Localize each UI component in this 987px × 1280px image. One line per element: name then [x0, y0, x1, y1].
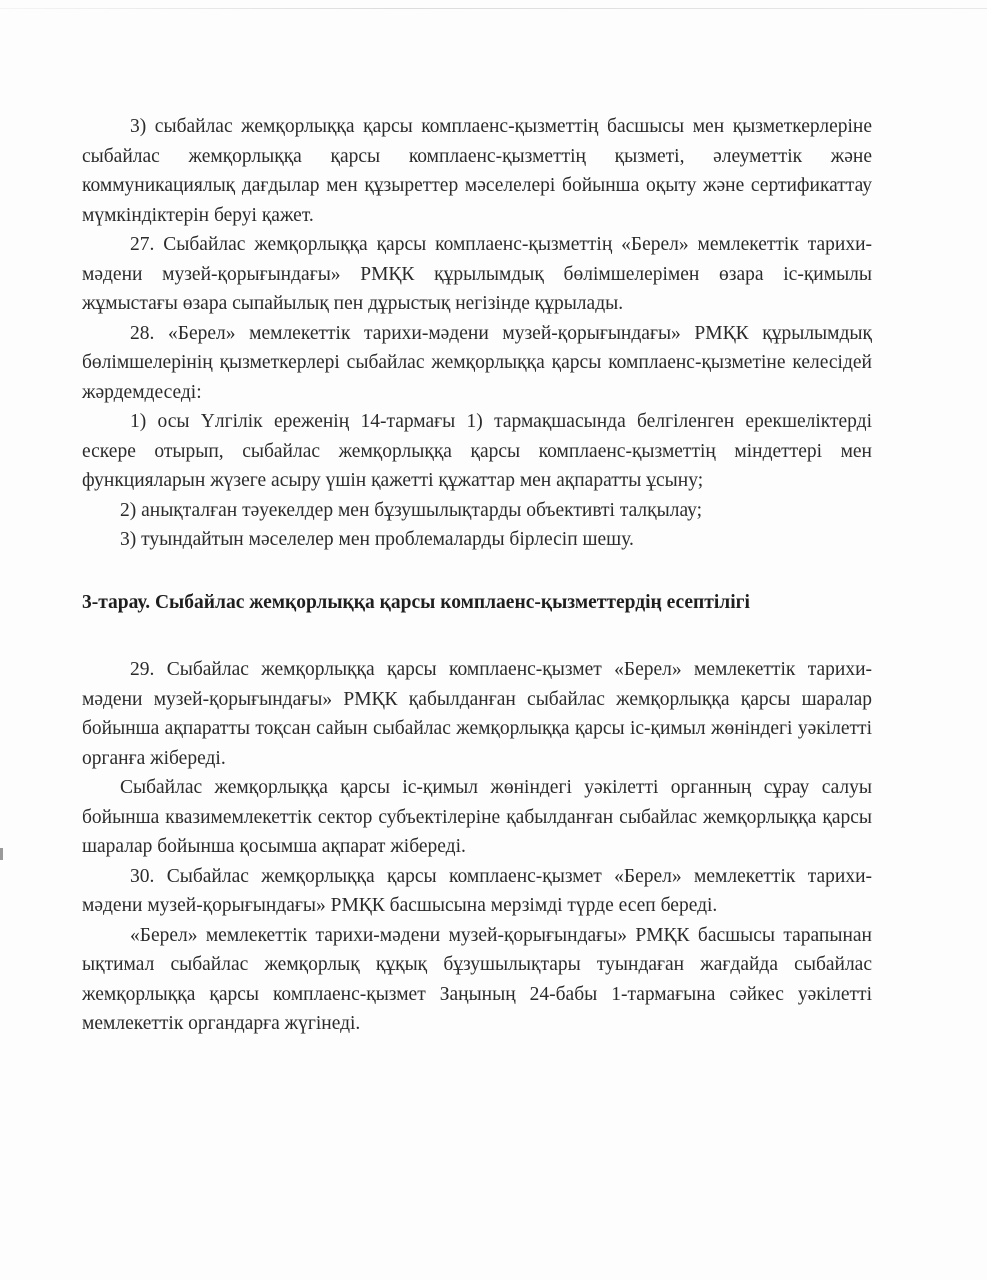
paragraph-29: 29. Сыбайлас жемқорлыққа қарсы комплаенс-қызмет «Берел» мемлекеттік тарихи-мәдени музей-қорығындағы» РМҚК қабылданған сыбайлас жемқорлыққа қарсы шаралар бойынша ақпаратты тоқсан сайын сыбайлас жемқорлыққа қарсы іс-қимыл жөніндегі уәкілетті органға жібереді. — [82, 659, 872, 769]
paragraph-item-3: 3) сыбайлас жемқорлыққа қарсы комплаенс-қызметтің басшысы мен қызметкерлеріне сыбайлас жемқорлыққа қарсы комплаенс-қызметтің қызметі, әлеуметтік және коммуникациялық дағдылар мен құзыреттер мәселелері бойынша оқыту және сертификаттау мүмкіндіктерін беруі қажет. — [82, 116, 872, 226]
scan-margin-mark — [0, 848, 3, 860]
paragraph-28-item-3: 3) туындайтын мәселелер мен проблемаларды бірлесіп шешу. — [120, 529, 634, 550]
paragraph-30-continuation: «Берел» мемлекеттік тарихи-мәдени музей-қорығындағы» РМҚК басшысы тарапынан ықтимал сыбайлас жемқорлық құқық бұзушылықтары туындаған жағдайда сыбайлас жемқорлыққа қарсы комплаенс-қызмет Заңының 24-бабы 1-тармағына сәйкес уәкілетті мемлекеттік органдарға жүгінеді. — [82, 924, 872, 1034]
paragraph-27: 27. Сыбайлас жемқорлыққа қарсы комплаенс-қызметтің «Берел» мемлекеттік тарихи-мәдени музей-қорығындағы» РМҚК құрылымдық бөлімшелерімен өзара іс-қимылы жұмыстағы өзара сыпайылық пен дұрыстық негізінде құрылады. — [82, 234, 872, 314]
paragraph-29-continuation: Сыбайлас жемқорлыққа қарсы іс-қимыл жөніндегі уәкілетті органның сұрау салуы бойынша квазимемлекеттік сектор субъектілеріне қабылданған сыбайлас жемқорлыққа қарсы шаралар бойынша қосымша ақпарат жібереді. — [82, 777, 872, 857]
paragraph-30: 30. Сыбайлас жемқорлыққа қарсы комплаенс-қызмет «Берел» мемлекеттік тарихи-мәдени музей-қорығындағы» РМҚК басшысына мерзімді түрде есеп береді. — [82, 865, 872, 916]
paragraph-28-item-2: 2) анықталған тәуекелдер мен бұзушылықтарды объективті талқылау; — [120, 499, 703, 521]
scan-edge-line — [0, 8, 987, 9]
document-body — [82, 112, 872, 1039]
chapter-heading: 3-тарау. Сыбайлас жемқорлыққа қарсы комплаенс-қызметтердің есептілігі — [82, 591, 750, 613]
paragraph-28-item-1: 1) осы Үлгілік ереженің 14-тармағы 1) тармақшасында белгіленген ерекшеліктерді ескере отырып, сыбайлас жемқорлыққа қарсы комплаенс-қызметтің міндеттері мен функцияларын жүзеге асыру үшін қажетті құжаттар мен ақпаратты ұсыну; — [82, 411, 872, 491]
paragraph-28: 28. «Берел» мемлекеттік тарихи-мәдени музей-қорығындағы» РМҚК құрылымдық бөлімшелерінің қызметкерлері сыбайлас жемқорлыққа қарсы комплаенс-қызметіне келесідей жәрдемдеседі: — [82, 322, 872, 403]
